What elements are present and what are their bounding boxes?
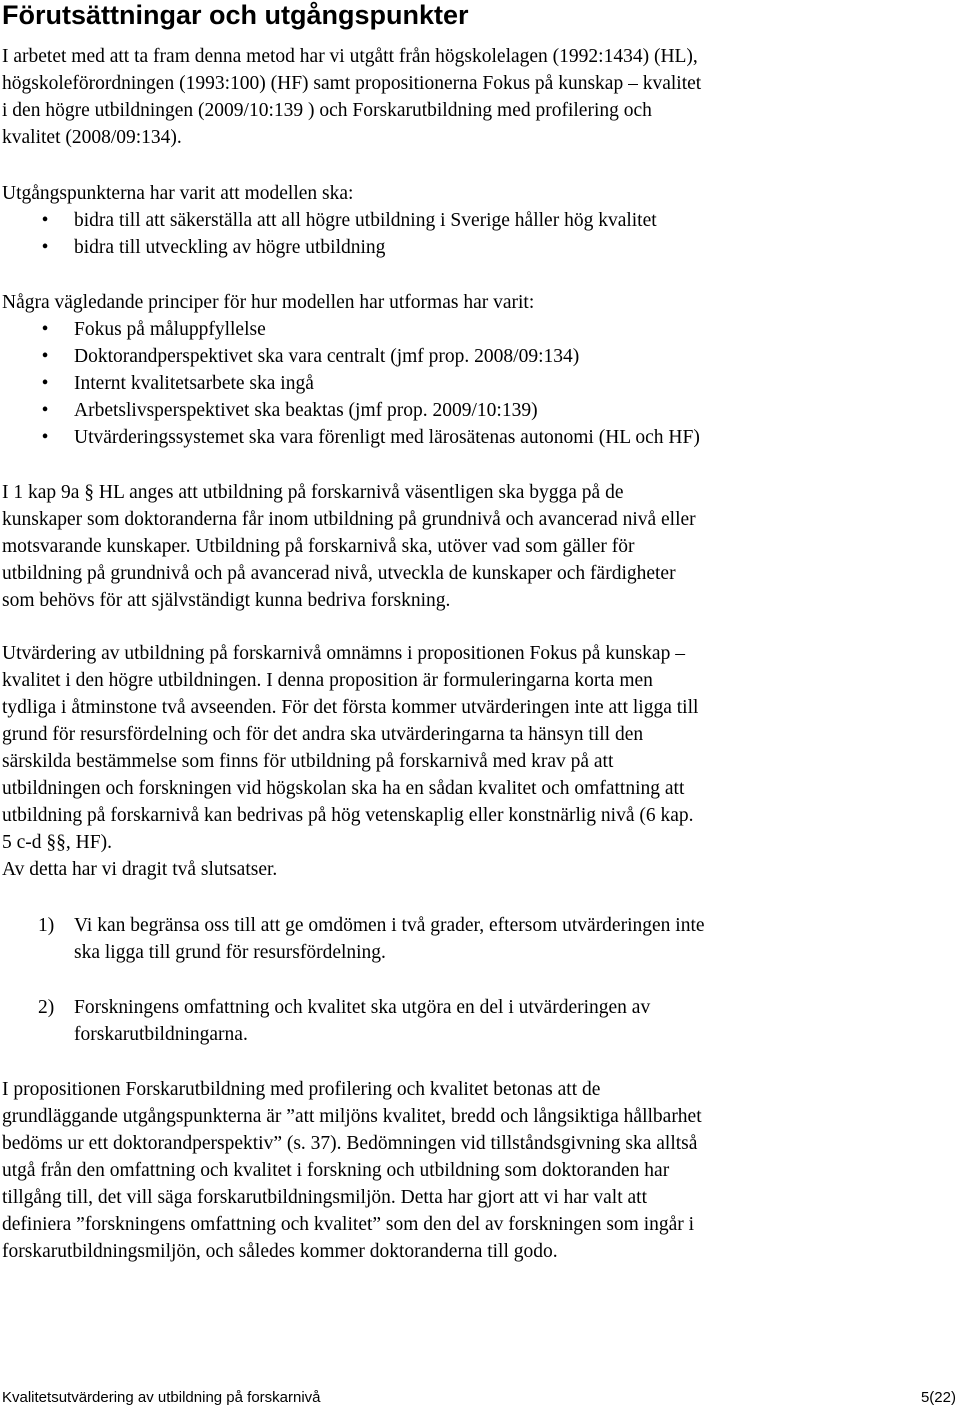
section-lead: Några vägledande principer för hur modellen har utformas har varit: (2, 292, 535, 313)
text-line: utbildning på forskarnivå kan bedrivas på hög vetenskaplig eller konstnärlig nivå (6 kap. (2, 805, 694, 826)
hl-paragraph (2, 479, 957, 614)
conclusions-list (2, 994, 957, 1048)
list-item-text: Internt kvalitetsarbete ska ingå (74, 373, 314, 394)
text-line: ska ligga till grund för resursfördelning. (74, 942, 386, 963)
text-line: grund för resursfördelning och för det andra ska utvärderingarna ta hänsyn till den (2, 724, 644, 745)
text-line: bedöms ur ett doktorandperspektiv” (s. 37). Bedömningen vid tillståndsgivning ska alltså (2, 1133, 698, 1154)
list-item (2, 370, 957, 397)
conclusion-1 (2, 912, 957, 966)
principles-list (2, 316, 957, 451)
list-number: 2) (38, 997, 55, 1018)
text-line: kvalitet (2008/09:134). (2, 127, 182, 148)
list-item (2, 234, 957, 261)
text-line: högskoleförordningen (1993:100) (HF) samt propositionerna Fokus på kunskap – kvalitet (2, 73, 702, 94)
text-line: grundläggande utgångspunkterna är ”att miljöns kvalitet, bredd och långsiktiga hållbarhet (2, 1106, 702, 1127)
list-item-text: bidra till att säkerställa att all högre utbildning i Sverige håller hög kvalitet (74, 210, 657, 231)
list-item-text: Arbetslivsperspektivet ska beaktas (jmf prop. 2009/10:139) (74, 400, 538, 421)
text-line: Utvärdering av utbildning på forskarnivå omnämns i propositionen Fokus på kunskap – (2, 643, 685, 664)
list-item (2, 397, 957, 424)
text-line: utbildningen och forskningen vid högskolan ska ha en sådan kvalitet och omfattning att (2, 778, 685, 799)
list-item-text: Utvärderingssystemet ska vara förenligt med lärosätenas autonomi (HL och HF) (74, 427, 700, 448)
bullet-icon: • (41, 346, 49, 367)
text-line: som behövs för att självständigt kunna bedriva forskning. (2, 590, 451, 611)
page-footer (2, 1387, 956, 1409)
intro-paragraph (2, 43, 957, 151)
list-item (2, 207, 957, 234)
bullet-icon: • (41, 427, 49, 448)
bullet-icon: • (41, 319, 49, 340)
text-line: kunskaper som doktoranderna får inom utbildning på grundnivå och avancerad nivå eller (2, 509, 696, 530)
text-line: utbildning på grundnivå och på avancerad nivå, utveckla de kunskaper och färdigheter (2, 563, 676, 584)
text-line: motsvarande kunskaper. Utbildning på forskarnivå ska, utöver vad som gäller för (2, 536, 635, 557)
text-line: tillgång till, det vill säga forskarutbildningsmiljön. Detta har gjort att vi har valt att (2, 1187, 647, 1208)
list-item-text: Fokus på måluppfyllelse (74, 319, 266, 340)
text-line: särskilda bestämmelse som finns för utbildning på forskarnivå med krav på att (2, 751, 614, 772)
text-line: Av detta har vi dragit två slutsatser. (2, 859, 278, 880)
list-item (2, 424, 957, 451)
footer-document-title: Kvalitetsutvärdering av utbildning på forskarnivå (2, 1389, 321, 1406)
list-item (2, 316, 957, 343)
text-line: I arbetet med att ta fram denna metod har vi utgått från högskolelagen (1992:1434) (HL), (2, 46, 698, 67)
text-line: utgå från den omfattning och kvalitet i forskning och utbildning som doktoranden har (2, 1160, 670, 1181)
footer-page-number: 5(22) (920, 1389, 956, 1406)
starting-points-section (2, 180, 957, 261)
bullet-icon: • (41, 400, 49, 421)
text-line: 5 c-d §§, HF). (2, 832, 112, 853)
text-line: tydliga i åtminstone två avseenden. För det första kommer utvärderingen inte att ligga till (2, 697, 699, 718)
text-line: I propositionen Forskarutbildning med profilering och kvalitet betonas att de (2, 1079, 601, 1100)
text-line: kvalitet i den högre utbildningen. I denna proposition är formuleringarna korta men (2, 670, 653, 691)
list-item-text: Doktorandperspektivet ska vara centralt (jmf prop. 2008/09:134) (74, 346, 580, 367)
list-item (2, 994, 957, 1048)
bullet-icon: • (41, 210, 49, 231)
starting-points-list (2, 207, 957, 261)
conclusions-list (2, 912, 957, 966)
section-lead: Utgångspunkterna har varit att modellen ska: (2, 183, 354, 204)
text-line: Vi kan begränsa oss till att ge omdömen i två grader, eftersom utvärderingen inte (74, 915, 705, 936)
bullet-icon: • (41, 237, 49, 258)
list-item-text: bidra till utveckling av högre utbildning (74, 237, 386, 258)
list-item (2, 343, 957, 370)
conclusion-2 (2, 994, 957, 1048)
text-line: forskarutbildningsmiljön, och således kommer doktoranderna till godo. (2, 1241, 558, 1262)
page-title: Förutsättningar och utgångspunkter (2, 0, 469, 30)
list-item (2, 912, 957, 966)
text-line: I 1 kap 9a § HL anges att utbildning på forskarnivå väsentligen ska bygga på de (2, 482, 624, 503)
list-number: 1) (38, 915, 55, 936)
profiling-paragraph (2, 1076, 957, 1265)
evaluation-paragraph (2, 640, 957, 883)
principles-section (2, 289, 957, 451)
text-line: Forskningens omfattning och kvalitet ska utgöra en del i utvärderingen av (74, 997, 651, 1018)
bullet-icon: • (41, 373, 49, 394)
text-line: i den högre utbildningen (2009/10:139 ) och Forskarutbildning med profilering och (2, 100, 652, 121)
text-line: forskarutbildningarna. (74, 1024, 248, 1045)
text-line: definiera ”forskningens omfattning och kvalitet” som den del av forskningen som ingår i (2, 1214, 695, 1235)
